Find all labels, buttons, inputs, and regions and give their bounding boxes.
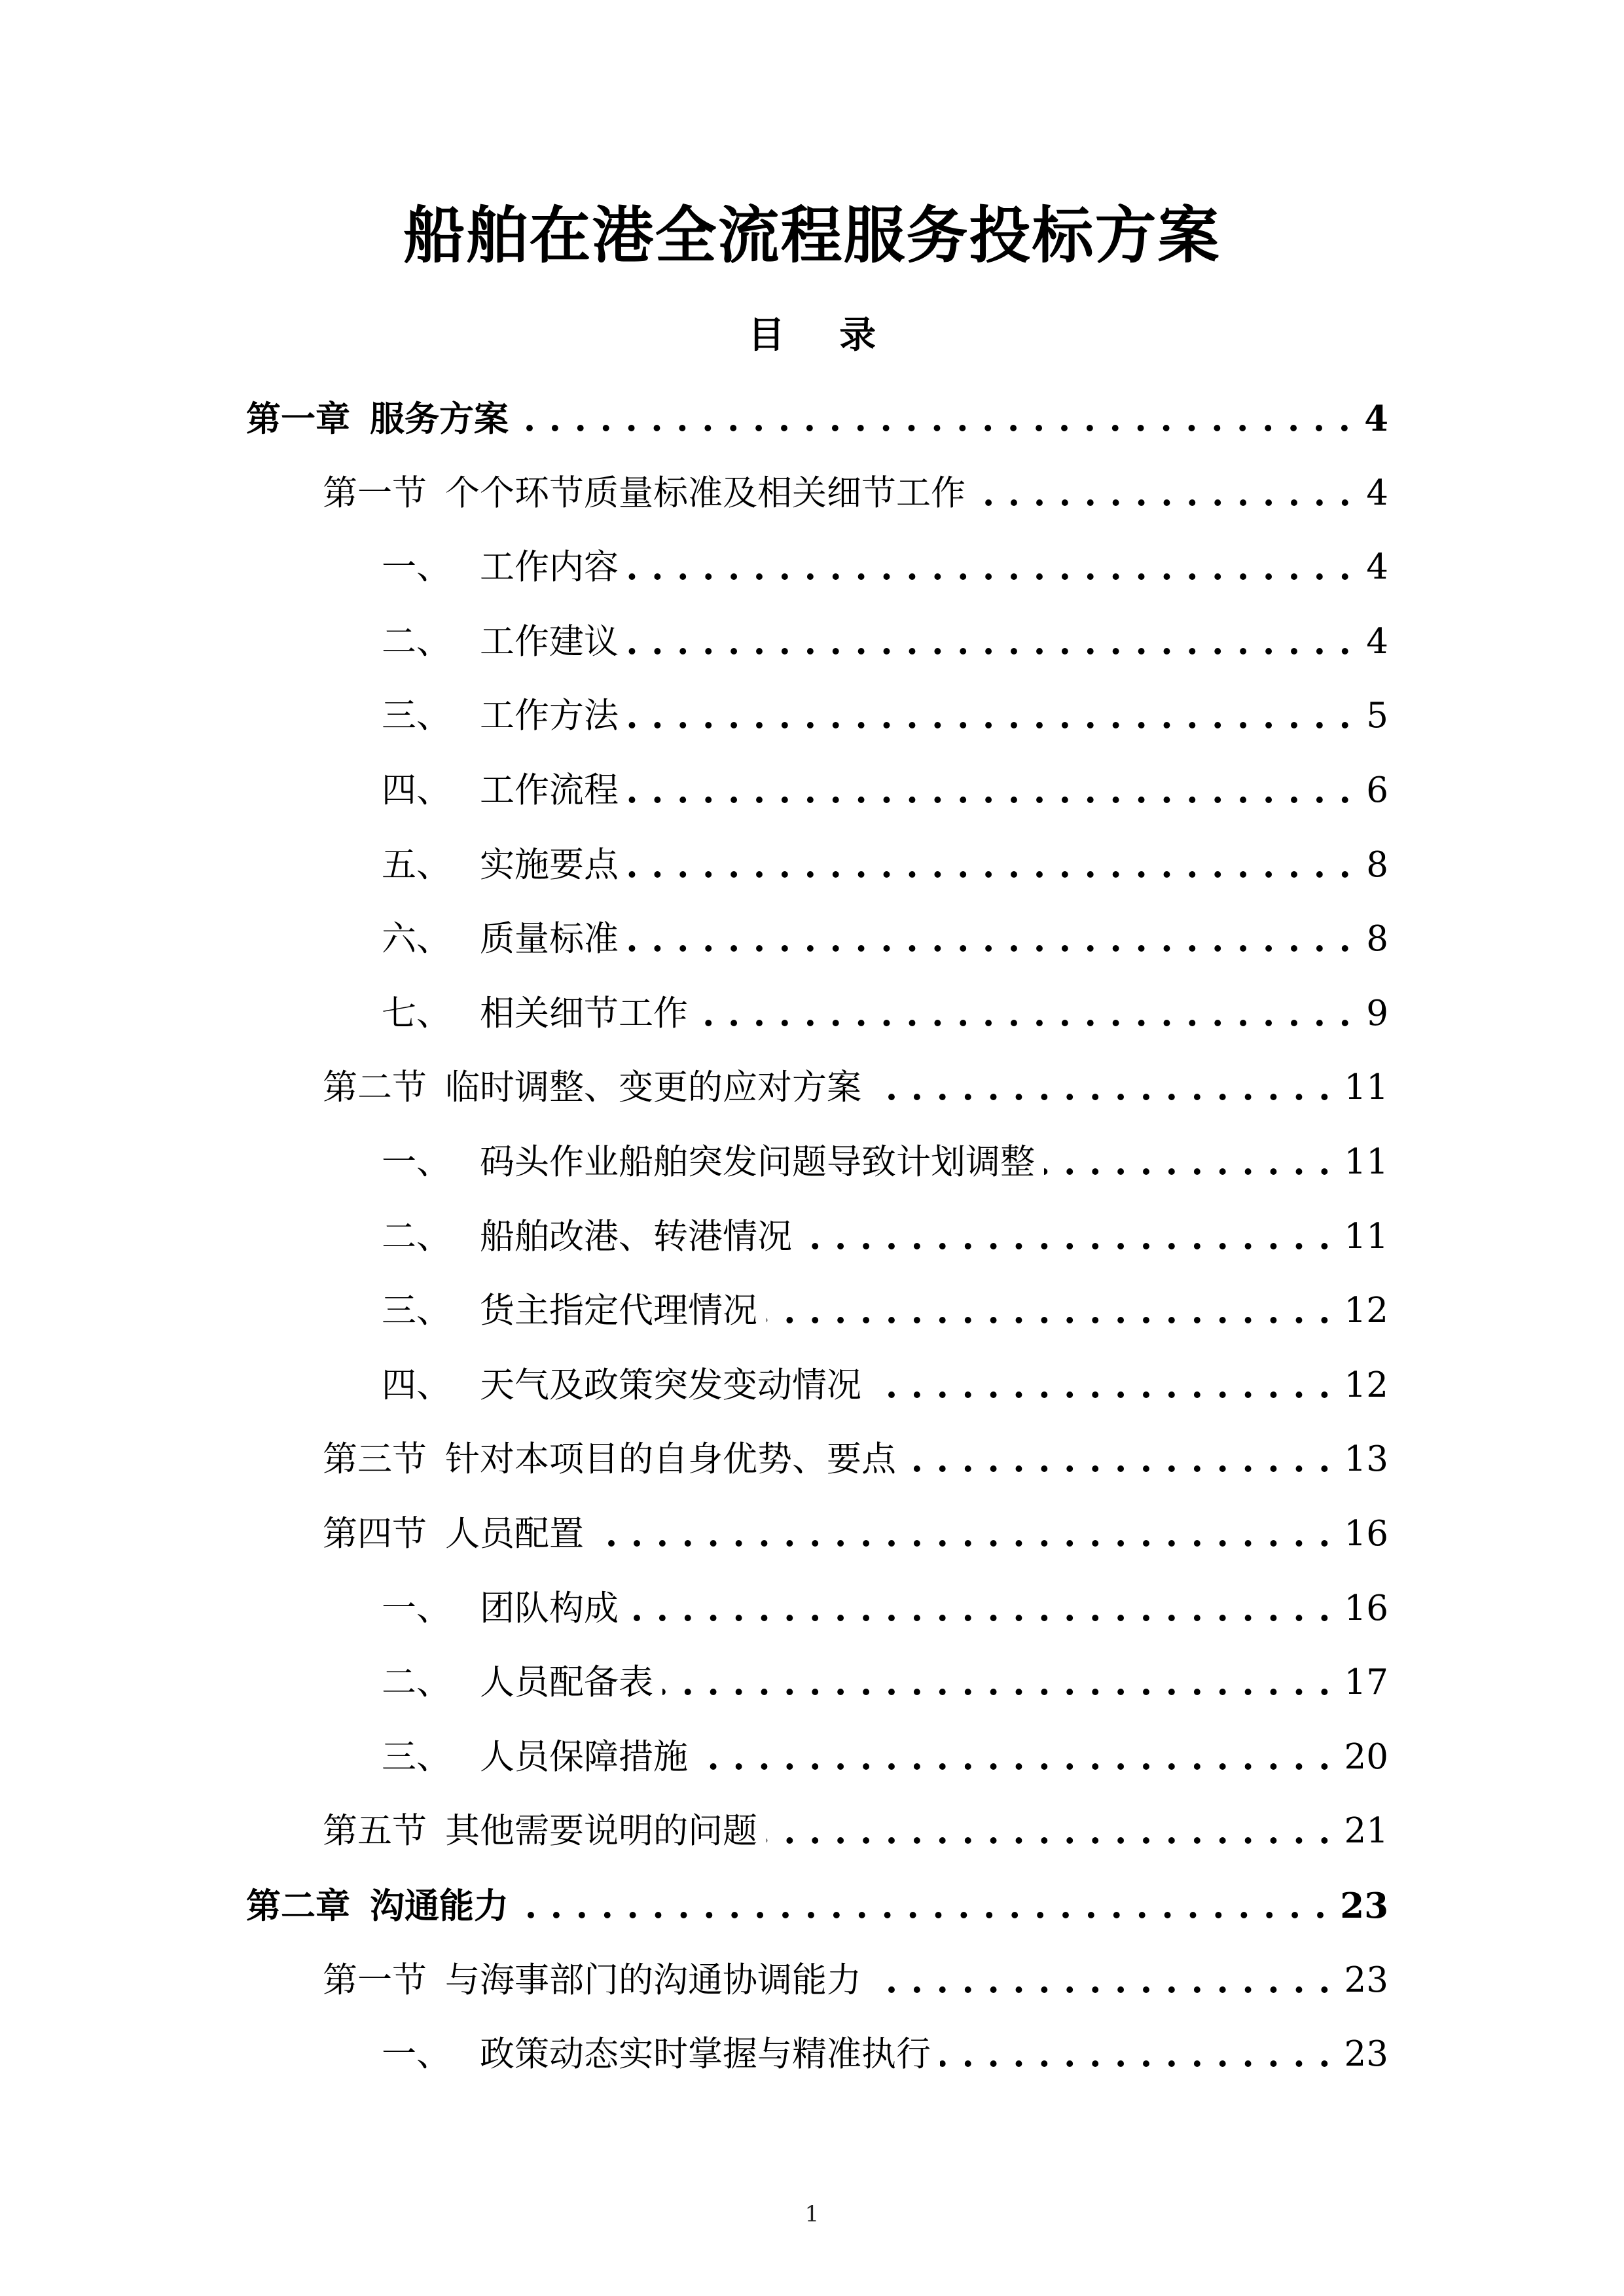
- toc-entry-number: 三、: [382, 1737, 451, 1777]
- toc-entry-title: 临时调整、变更的应对方案: [445, 1067, 861, 1107]
- toc-entry[interactable]: [382, 1731, 1388, 1784]
- toc-entry-page: 5: [1366, 696, 1388, 736]
- toc-dot-leader: [518, 1880, 1327, 1932]
- toc-entry[interactable]: [323, 1508, 1388, 1560]
- toc-dot-leader: [593, 1508, 1331, 1560]
- toc-entry-page: 13: [1344, 1439, 1388, 1479]
- toc-entry-title: 个个环节质量标准及相关细节工作: [445, 473, 965, 513]
- toc-dot-leader: [628, 541, 1352, 594]
- toc-entry-page: 4: [1364, 399, 1388, 439]
- toc-entry[interactable]: [382, 1583, 1388, 1635]
- toc-entry-number: 二、: [382, 622, 451, 662]
- toc-entry-number: 第二章: [246, 1886, 350, 1926]
- toc-entry-number: 四、: [382, 1365, 451, 1405]
- toc-entry[interactable]: [382, 1136, 1388, 1189]
- toc-dot-leader: [697, 988, 1352, 1040]
- toc-entry-page: 16: [1344, 1514, 1388, 1554]
- toc-dot-leader: [1044, 1136, 1331, 1189]
- toc-entry[interactable]: [382, 690, 1388, 742]
- toc-dot-leader: [628, 839, 1352, 891]
- toc-entry-number: 三、: [382, 1291, 451, 1331]
- toc-entry-title: 与海事部门的沟通协调能力: [445, 1960, 861, 2000]
- toc-entry-title: 针对本项目的自身优势、要点: [445, 1439, 896, 1479]
- toc-entry[interactable]: [323, 1062, 1388, 1114]
- toc-entry[interactable]: [246, 1880, 1388, 1932]
- toc-entry-title: 实施要点: [480, 845, 619, 885]
- toc-dot-leader: [905, 1433, 1331, 1486]
- toc-entry-number: 一、: [382, 547, 451, 587]
- toc-entry-number: 第一节: [323, 1960, 427, 2000]
- toc-entry-title: 人员配置: [445, 1514, 584, 1554]
- toc-entry-number: 七、: [382, 994, 451, 1033]
- toc-entry-number: 一、: [382, 1588, 451, 1628]
- toc-entry[interactable]: [382, 839, 1388, 891]
- toc-entry[interactable]: [382, 2028, 1388, 2081]
- toc-dot-leader: [628, 616, 1352, 668]
- toc-entry-page: 11: [1344, 1142, 1388, 1182]
- toc-entry-title: 货主指定代理情况: [480, 1291, 757, 1331]
- toc-entry-number: 第四节: [323, 1514, 427, 1554]
- toc-dot-leader: [697, 1731, 1331, 1784]
- toc-dot-leader: [518, 393, 1351, 445]
- toc-entry-page: 23: [1344, 2034, 1388, 2074]
- toc-dot-leader: [871, 1359, 1331, 1412]
- toc-dot-leader: [975, 467, 1352, 520]
- toc-entry-page: 8: [1366, 919, 1388, 959]
- toc-heading: 目 录: [748, 314, 897, 357]
- toc-dot-leader: [871, 1954, 1331, 2007]
- toc-entry-title: 工作建议: [480, 622, 619, 662]
- toc-entry[interactable]: [323, 1954, 1388, 2007]
- page-number: 1: [804, 2201, 820, 2227]
- toc-entry-title: 人员配备表: [480, 1662, 653, 1702]
- toc-entry-number: 第五节: [323, 1811, 427, 1851]
- toc-entry-title: 沟通能力: [370, 1886, 509, 1926]
- toc-entry-number: 一、: [382, 2034, 451, 2074]
- toc-entry-title: 工作内容: [480, 547, 619, 587]
- toc-entry-title: 船舶改港、转港情况: [480, 1217, 792, 1257]
- toc-entry-title: 相关细节工作: [480, 994, 688, 1033]
- toc-dot-leader: [628, 1583, 1331, 1635]
- toc-entry[interactable]: [382, 913, 1388, 965]
- toc-entry-title: 工作方法: [480, 696, 619, 736]
- toc-dot-leader: [871, 1062, 1331, 1114]
- toc-entry[interactable]: [382, 616, 1388, 668]
- toc-entry-title: 服务方案: [370, 399, 509, 439]
- toc-entry-title: 工作流程: [480, 770, 619, 810]
- toc-entry-number: 第一节: [323, 473, 427, 513]
- toc-entry-number: 一、: [382, 1142, 451, 1182]
- toc-entry[interactable]: [323, 467, 1388, 520]
- toc-entry-page: 4: [1366, 547, 1388, 587]
- toc-entry[interactable]: [382, 1359, 1388, 1412]
- toc-entry-number: 第三节: [323, 1439, 427, 1479]
- toc-entry-page: 11: [1344, 1067, 1388, 1107]
- toc-dot-leader: [801, 1211, 1331, 1263]
- toc-entry-page: 8: [1366, 845, 1388, 885]
- toc-dot-leader: [628, 913, 1352, 965]
- toc-entry-title: 其他需要说明的问题: [445, 1811, 757, 1851]
- toc-entry-number: 四、: [382, 770, 451, 810]
- toc-entry-number: 二、: [382, 1662, 451, 1702]
- toc-entry[interactable]: [382, 988, 1388, 1040]
- toc-entry-page: 6: [1366, 770, 1388, 810]
- toc-entry[interactable]: [382, 541, 1388, 594]
- toc-entry[interactable]: [246, 393, 1388, 445]
- toc-entry[interactable]: [323, 1433, 1388, 1486]
- toc-entry-page: 12: [1344, 1365, 1388, 1405]
- toc-entry-page: 9: [1366, 994, 1388, 1033]
- toc-entry-number: 二、: [382, 1217, 451, 1257]
- toc-dot-leader: [662, 1657, 1331, 1709]
- toc-entry-title: 质量标准: [480, 919, 619, 959]
- toc-entry[interactable]: [382, 1211, 1388, 1263]
- toc-dot-leader: [767, 1285, 1331, 1337]
- toc-dot-leader: [628, 690, 1352, 742]
- toc-entry-title: 团队构成: [480, 1588, 619, 1628]
- toc-entry-number: 第一章: [246, 399, 350, 439]
- toc-entry-number: 第二节: [323, 1067, 427, 1107]
- toc-entry-page: 16: [1344, 1588, 1388, 1628]
- toc-dot-leader: [628, 764, 1352, 817]
- toc-entry-page: 4: [1366, 473, 1388, 513]
- toc-dot-leader: [767, 1805, 1331, 1857]
- toc-entry-page: 17: [1344, 1662, 1388, 1702]
- toc-entry[interactable]: [382, 1285, 1388, 1337]
- toc-entry-title: 码头作业船舶突发问题导致计划调整: [480, 1142, 1035, 1182]
- toc-entry-page: 23: [1340, 1886, 1388, 1926]
- toc-entry-page: 11: [1344, 1217, 1388, 1257]
- toc-entry-page: 23: [1344, 1960, 1388, 2000]
- toc-entry-page: 20: [1344, 1737, 1388, 1777]
- toc-entry[interactable]: [382, 764, 1388, 817]
- toc-entry[interactable]: [323, 1805, 1388, 1857]
- toc-entry-number: 六、: [382, 919, 451, 959]
- toc-entry-page: 12: [1344, 1291, 1388, 1331]
- toc-entry-title: 政策动态实时掌握与精准执行: [480, 2034, 931, 2074]
- toc-entry-page: 4: [1366, 622, 1388, 662]
- document-title: 船舶在港全流程服务投标方案: [403, 200, 1221, 272]
- toc-entry-number: 五、: [382, 845, 451, 885]
- toc-entry-page: 21: [1344, 1811, 1388, 1851]
- toc-entry-title: 人员保障措施: [480, 1737, 688, 1777]
- toc-entry[interactable]: [382, 1657, 1388, 1709]
- toc-entry-number: 三、: [382, 696, 451, 736]
- toc-dot-leader: [940, 2028, 1331, 2081]
- toc-entry-title: 天气及政策突发变动情况: [480, 1365, 861, 1405]
